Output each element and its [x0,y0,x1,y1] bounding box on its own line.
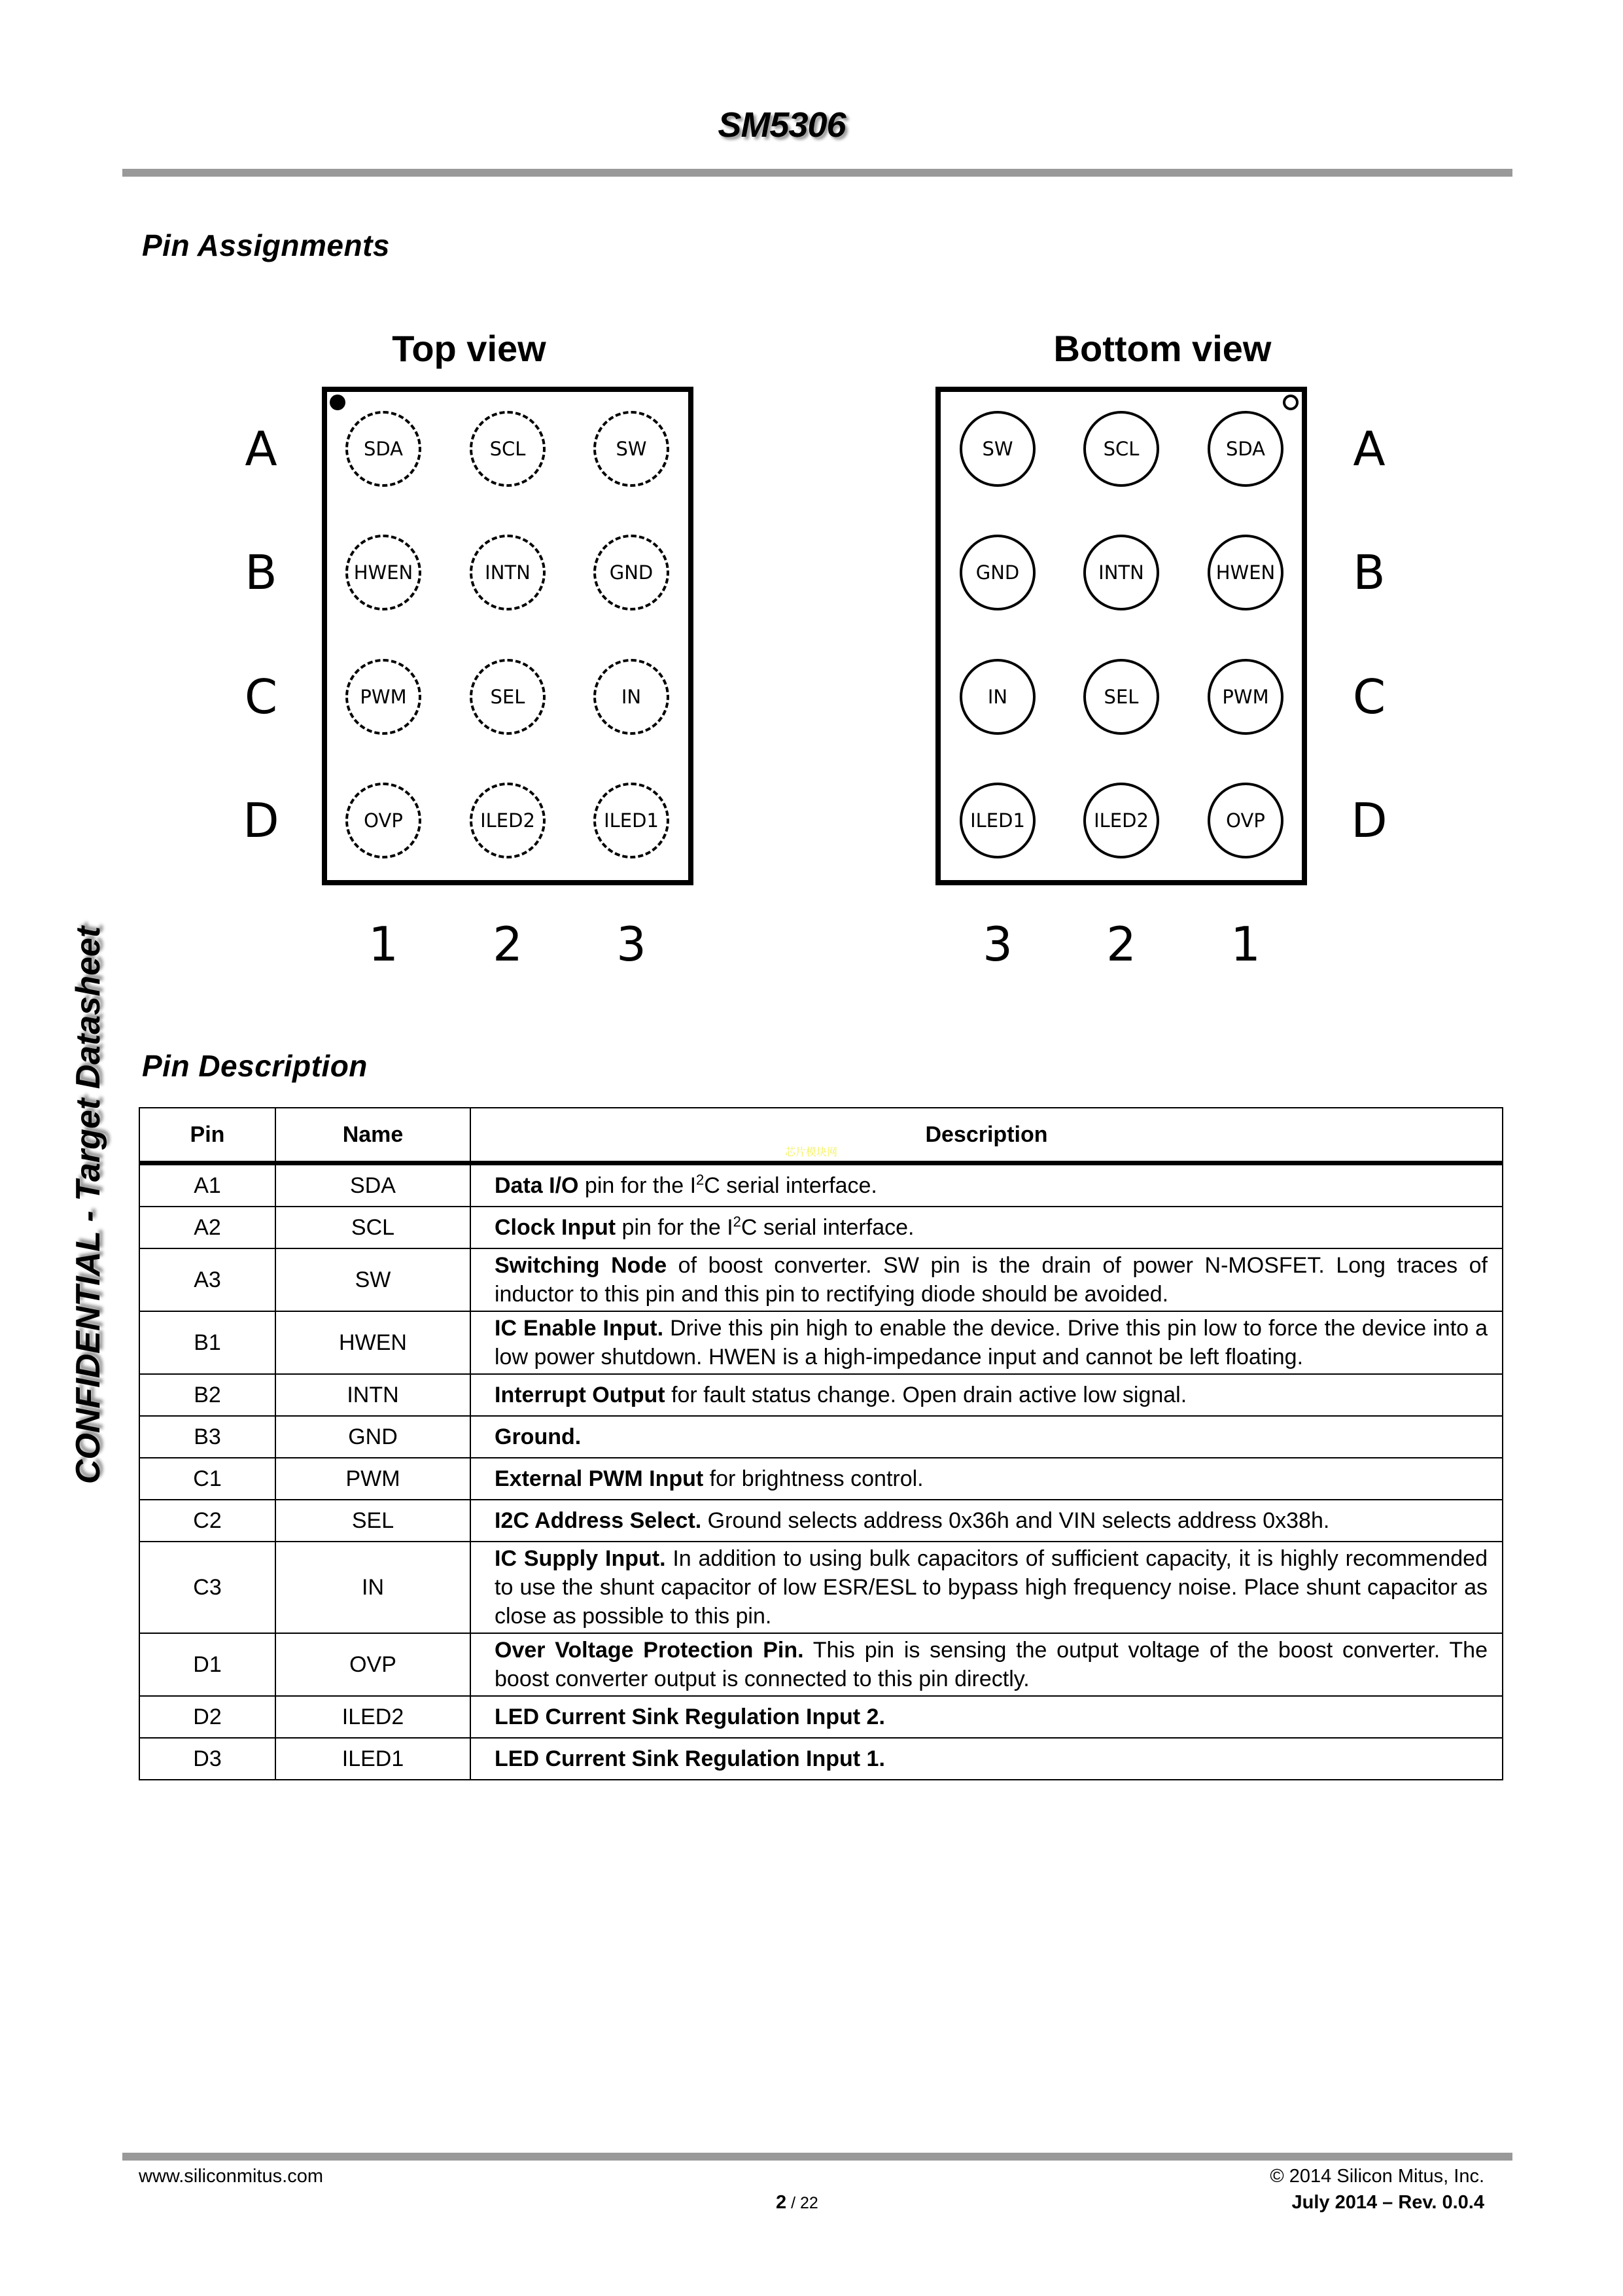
bottom-view-column-label: 3 [983,917,1013,972]
pin1-marker-open-icon [1283,395,1299,410]
page-current: 2 [776,2192,787,2213]
bottom-view-pin: ILED2 [1083,783,1159,858]
table-row [139,1311,1503,1374]
bottom-view-label: Bottom view [1053,328,1272,369]
table-row [139,1163,1503,1207]
description-lead: LED Current Sink Regulation Input 1. [495,1746,885,1771]
description-text: Ground selects address 0x36h and VIN selects address 0x38h. [701,1508,1330,1533]
bottom-view-row-label: B [1353,545,1386,600]
description-lead: IC Supply Input. [495,1546,666,1571]
table-row [139,1416,1503,1458]
pin-description-heading: Pin Description [142,1049,368,1083]
bottom-view-row-label: C [1352,669,1386,724]
description-lead: IC Enable Input. [495,1316,664,1341]
description-pre: pin for the I [578,1173,697,1198]
description-cell [470,1500,1503,1542]
pin-cell: A3 [139,1248,275,1311]
description-text: for fault status change. Open drain active low signal. [665,1383,1187,1407]
bottom-view-pin: PWM [1208,659,1283,735]
bottom-view-pin: SCL [1083,411,1159,487]
top-view-pin: SEL [470,659,546,735]
top-view-pin: HWEN [345,535,421,610]
description-cell [470,1738,1503,1780]
description-text: for brightness control. [703,1466,924,1491]
description-lead: Switching Node [495,1253,667,1278]
description-lead: Clock Input [495,1215,616,1240]
name-cell: GND [275,1416,470,1458]
top-view-pin: IN [593,659,669,735]
bottom-view-column-label: 2 [1106,917,1136,972]
bottom-view-pin: OVP [1208,783,1283,858]
column-header-name: Name [275,1108,470,1163]
top-view-label: Top view [392,328,546,369]
footer-divider [122,2153,1512,2161]
top-view-pin: SCL [470,411,546,487]
description-lead: Over Voltage Protection Pin. [495,1638,804,1663]
table-row [139,1542,1503,1633]
bottom-view-pin: INTN [1083,535,1159,610]
top-view-pin: SDA [345,411,421,487]
description-cell [470,1311,1503,1374]
top-view-pin: PWM [345,659,421,735]
table-row [139,1374,1503,1416]
pin-description-table [139,1107,1503,1780]
top-view-column-label: 2 [493,917,523,972]
top-view-row-label: C [244,669,278,724]
description-lead: Interrupt Output [495,1383,665,1407]
name-cell: SEL [275,1500,470,1542]
pin-cell: D2 [139,1696,275,1738]
description-lead: LED Current Sink Regulation Input 2. [495,1704,885,1729]
name-cell: IN [275,1542,470,1633]
description-cell [470,1633,1503,1696]
pin-cell: B3 [139,1416,275,1458]
footer-revision: July 2014 – Rev. 0.0.4 [1291,2192,1484,2213]
name-cell: SDA [275,1163,470,1207]
pin-cell: C1 [139,1458,275,1500]
description-lead: Data I/O [495,1173,579,1198]
watermark: 芯片模块网 [785,1147,838,1158]
description-text: of boost converter. SW pin is the drain of power N-MOSFET. Long traces of inductor to this pin and this pin to rectifying diode should be avoided. [495,1253,1488,1307]
description-cell [470,1458,1503,1500]
description-text: This pin is sensing the output voltage of the boost converter. The boost converter output is connected to this pin directly. [495,1638,1488,1691]
top-view-pin: SW [593,411,669,487]
name-cell: INTN [275,1374,470,1416]
footer-page-number [776,2192,818,2214]
top-view-row-label: A [245,421,277,476]
table-row [139,1248,1503,1311]
name-cell: ILED1 [275,1738,470,1780]
bottom-view-pin: SW [960,411,1036,487]
top-view-column-label: 3 [616,917,646,972]
footer-website-link[interactable]: www.siliconmitus.com [139,2166,323,2187]
table-row [139,1633,1503,1696]
pin-cell: D1 [139,1633,275,1696]
pin-cell: B2 [139,1374,275,1416]
name-cell: HWEN [275,1311,470,1374]
description-lead: I2C Address Select. [495,1508,702,1533]
footer-copyright: © 2014 Silicon Mitus, Inc. [1270,2166,1484,2187]
name-cell: PWM [275,1458,470,1500]
description-lead: External PWM Input [495,1466,704,1491]
bottom-view-pin: HWEN [1208,535,1283,610]
column-header-pin: Pin [139,1108,275,1163]
document-title: SM5306 [718,105,846,145]
name-cell: SCL [275,1207,470,1248]
column-header-description: Description [470,1108,1503,1163]
description-cell [470,1374,1503,1416]
description-pre: pin for the I [616,1215,733,1240]
description-text: C serial interface. [741,1215,915,1240]
table-row [139,1738,1503,1780]
description-lead: Ground. [495,1424,582,1449]
name-cell: OVP [275,1633,470,1696]
table-row [139,1696,1503,1738]
confidential-side-label: CONFIDENTIAL - Target Datasheet [69,926,107,1485]
bottom-view-column-label: 1 [1230,917,1261,972]
superscript: 2 [733,1213,741,1230]
top-view-pin: ILED1 [593,783,669,858]
pin-cell: C2 [139,1500,275,1542]
bottom-view-pin: IN [960,659,1036,735]
bottom-view-row-label: A [1353,421,1386,476]
page-total: / 22 [786,2194,818,2212]
description-cell [470,1416,1503,1458]
bottom-view-row-label: D [1351,793,1387,848]
table-row [139,1500,1503,1542]
superscript: 2 [696,1171,705,1188]
bottom-view-pin: SEL [1083,659,1159,735]
pin1-marker-filled-icon [330,395,345,410]
description-text: C serial interface. [704,1173,877,1198]
description-cell [470,1542,1503,1633]
top-view-row-label: D [243,793,279,848]
top-view-pin: ILED2 [470,783,546,858]
header-divider [122,169,1512,177]
pin-cell: A2 [139,1207,275,1248]
description-cell [470,1207,1503,1248]
bottom-view-pin: SDA [1208,411,1283,487]
bottom-view-pin: ILED1 [960,783,1036,858]
top-view-pin: OVP [345,783,421,858]
top-view-row-label: B [245,545,277,600]
description-text: Drive this pin high to enable the device. Drive this pin low to force the device into a low power shutdown. HWEN is a high-impedance input and cannot be left floating. [495,1316,1488,1369]
pin-cell: D3 [139,1738,275,1780]
description-text: In addition to using bulk capacitors of sufficient capacity, it is highly recommended to use the shunt capacitor of low ESR/ESL to bypass high frequency noise. Place shunt capacitor as close as possible to this pin. [495,1546,1488,1629]
pin-cell: A1 [139,1163,275,1207]
top-view-pin: INTN [470,535,546,610]
top-view-pin: GND [593,535,669,610]
top-view-column-label: 1 [368,917,398,972]
table-row [139,1207,1503,1248]
description-cell [470,1696,1503,1738]
name-cell: ILED2 [275,1696,470,1738]
pin-cell: B1 [139,1311,275,1374]
table-row [139,1458,1503,1500]
name-cell: SW [275,1248,470,1311]
description-cell [470,1163,1503,1207]
pin-assignments-heading: Pin Assignments [142,228,390,262]
pin-cell: C3 [139,1542,275,1633]
description-cell [470,1248,1503,1311]
bottom-view-pin: GND [960,535,1036,610]
